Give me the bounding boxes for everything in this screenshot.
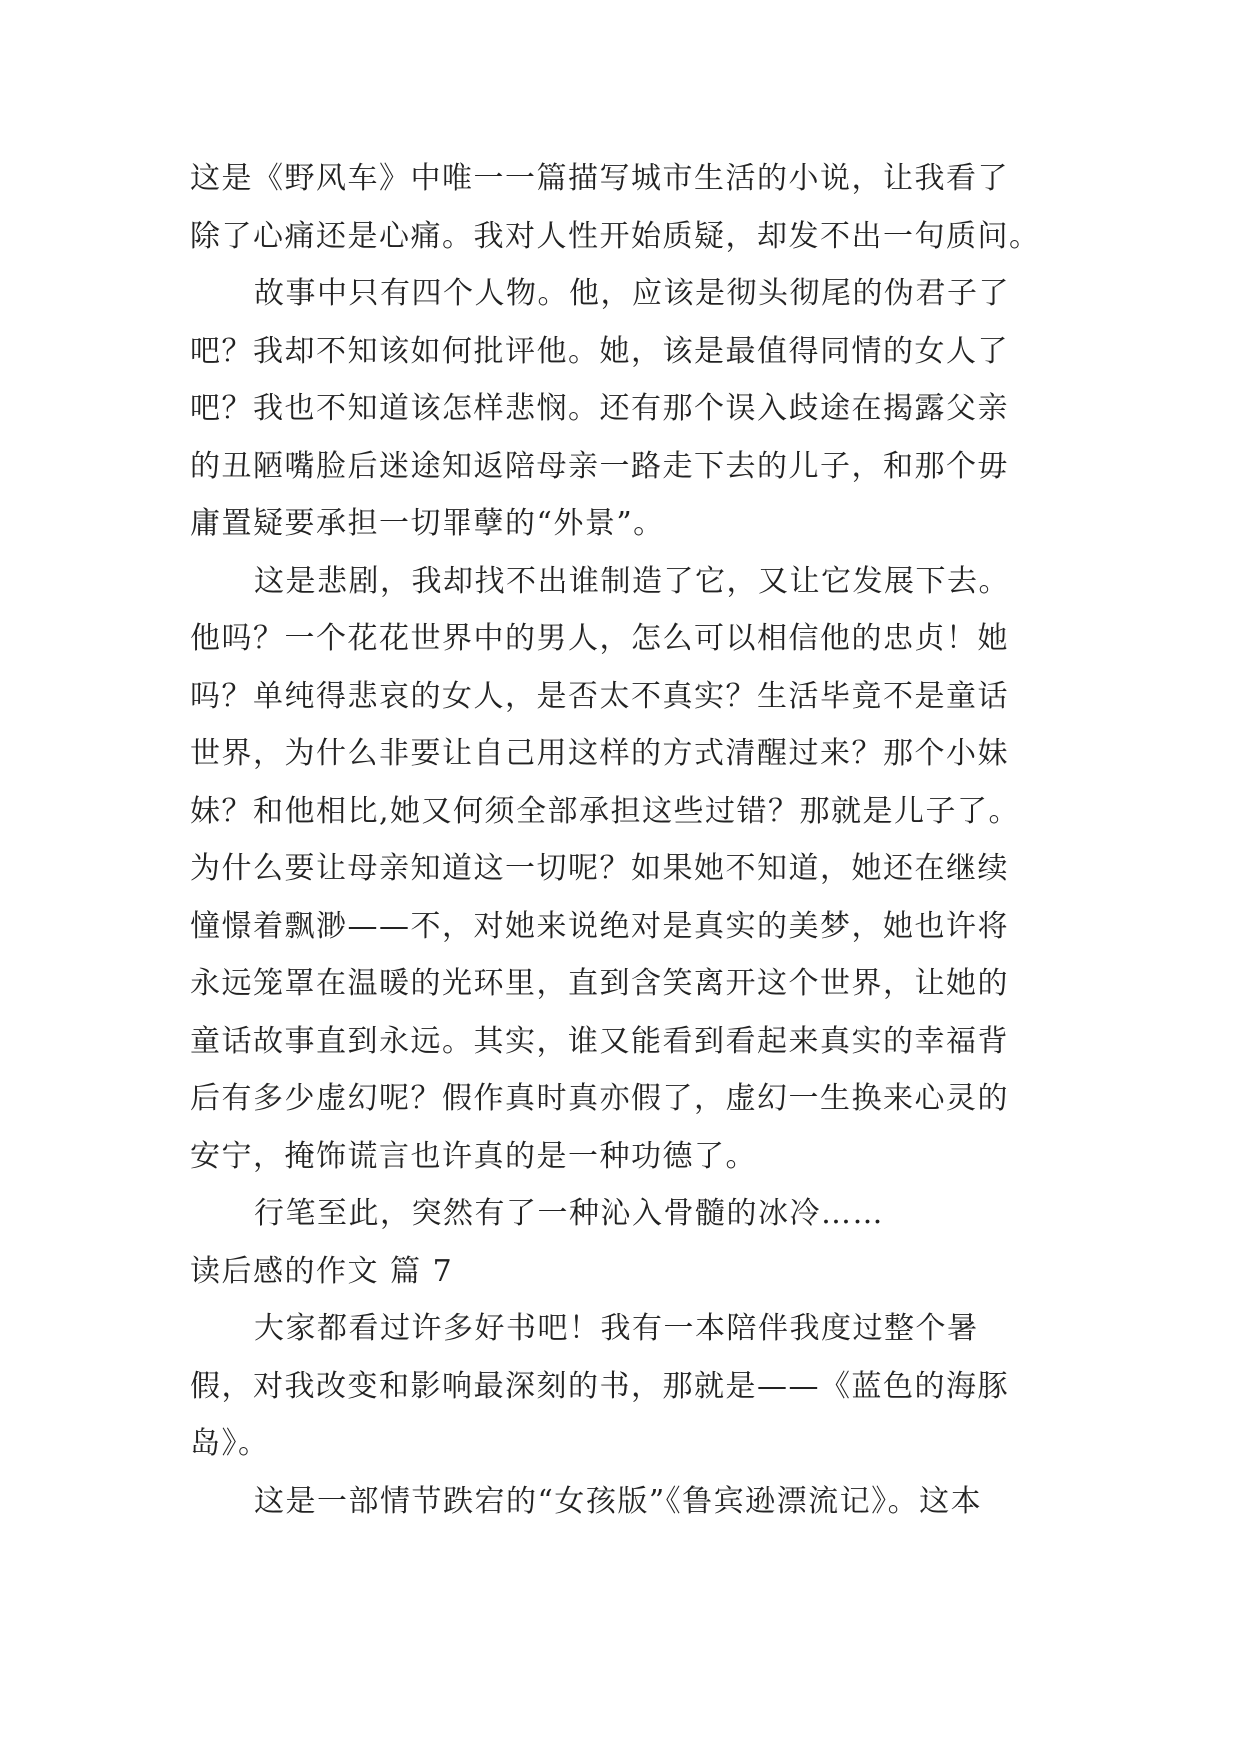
text-line: 安宁，掩饰谎言也许真的是一种功德了。 [190, 1138, 757, 1174]
text-line: 故事中只有四个人物。他，应该是彻头彻尾的伪君子了 [254, 276, 1010, 311]
text-line: 这是悲剧，我却找不出谁制造了它，又让它发展下去。 [254, 563, 1010, 599]
document-body [190, 150, 1070, 1530]
text-line: 世界，为什么非要让自己用这样的方式清醒过来？那个小妹 [190, 736, 1009, 771]
text-line: 妹？和他相比,她又何须全部承担这些过错？那就是儿子了。 [190, 793, 1021, 829]
text-line: 假，对我改变和影响最深刻的书，那就是——《蓝色的海豚 [190, 1368, 1009, 1404]
text-line: 后有多少虚幻呢？假作真时真亦假了，虚幻一生换来心灵的 [190, 1081, 1009, 1116]
text-line: 这是《野风车》中唯一一篇描写城市生活的小说，让我看了 [190, 161, 1009, 196]
text-line: 他吗？一个花花世界中的男人，怎么可以相信他的忠贞！她 [190, 621, 1009, 656]
text-line: 憧憬着飘渺——不，对她来说绝对是真实的美梦，她也许将 [190, 908, 1009, 944]
text-line: 读后感的作文 篇 7 [190, 1253, 454, 1289]
text-line: 行笔至此，突然有了一种沁入骨髓的冰冷…… [254, 1196, 884, 1231]
text-line: 这是一部情节跌宕的“女孩版”《鲁宾逊漂流记》。这本 [254, 1483, 983, 1519]
text-line: 除了心痛还是心痛。我对人性开始质疑，却发不出一句质问。 [190, 218, 1041, 254]
text-line: 童话故事直到永远。其实，谁又能看到看起来真实的幸福背 [190, 1023, 1009, 1059]
text-line: 吧？我也不知道该怎样悲悯。还有那个误入歧途在揭露父亲 [190, 391, 1009, 426]
text-line: 岛》。 [190, 1426, 270, 1461]
text-line: 为什么要让母亲知道这一切呢？如果她不知道，她还在继续 [190, 851, 1009, 886]
text-line: 吧？我却不知该如何批评他。她，该是最值得同情的女人了 [190, 333, 1009, 369]
text-line: 庸置疑要承担一切罪孽的“外景”。 [190, 506, 665, 541]
text-line: 永远笼罩在温暖的光环里，直到含笑离开这个世界，让她的 [190, 966, 1009, 1001]
text-line: 大家都看过许多好书吧！我有一本陪伴我度过整个暑 [254, 1311, 979, 1346]
text-line: 吗？单纯得悲哀的女人，是否太不真实？生活毕竟不是童话 [190, 678, 1009, 714]
text-line: 的丑陋嘴脸后迷途知返陪母亲一路走下去的儿子，和那个毋 [190, 448, 1009, 484]
